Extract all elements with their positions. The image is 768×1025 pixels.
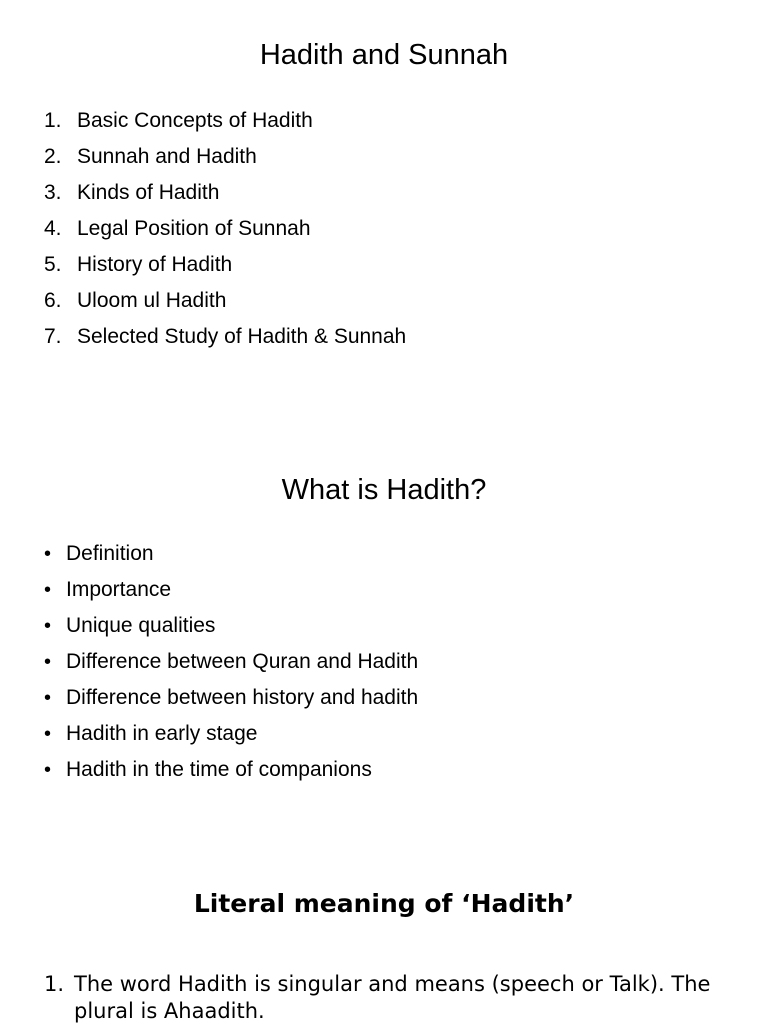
list-item-text: Uloom ul Hadith	[77, 289, 227, 312]
list-item-text: History of Hadith	[77, 253, 233, 276]
list-item-text: The word Hadith is singular and means (speech or Talk). The plural is Ahaadith.	[74, 972, 711, 1023]
list-item	[44, 683, 418, 719]
list-item	[44, 719, 418, 755]
list-item	[44, 286, 406, 322]
list-item	[44, 106, 406, 142]
list-item	[44, 214, 406, 250]
list-number: 7.	[44, 325, 62, 348]
list-item-text: Difference between Quran and Hadith	[66, 650, 419, 673]
list-item-text: Kinds of Hadith	[77, 181, 220, 204]
bullet-icon: •	[44, 687, 52, 709]
bullet-icon: •	[44, 579, 52, 601]
list-item	[44, 575, 418, 611]
list-item-text: Hadith in the time of companions	[66, 758, 372, 781]
list-number: 6.	[44, 289, 62, 312]
list-number: 2.	[44, 145, 62, 168]
bullet-icon: •	[44, 723, 52, 745]
list-item-text: Legal Position of Sunnah	[77, 217, 311, 240]
bullet-icon: •	[44, 651, 52, 673]
topics-numbered-list	[44, 106, 406, 358]
bullet-icon: •	[44, 543, 52, 565]
list-number: 4.	[44, 217, 62, 240]
list-item-text: Definition	[66, 542, 154, 565]
slide-title-literal-meaning: Literal meaning of ‘Hadith’	[193, 889, 575, 918]
list-item	[44, 755, 418, 791]
list-item	[44, 322, 406, 358]
list-item-text: Importance	[66, 578, 172, 601]
list-number: 3.	[44, 181, 62, 204]
list-item-text: Selected Study of Hadith & Sunnah	[77, 325, 407, 348]
list-item	[44, 178, 406, 214]
list-item	[44, 142, 406, 178]
bullet-icon: •	[44, 615, 52, 637]
list-item-text: Basic Concepts of Hadith	[77, 109, 313, 132]
list-item	[44, 647, 418, 683]
bullet-icon: •	[44, 759, 52, 781]
list-item	[44, 250, 406, 286]
list-number: 1.	[44, 972, 65, 996]
list-item-text: Unique qualities	[66, 614, 216, 637]
slide-title-what-is-hadith: What is Hadith?	[281, 474, 487, 506]
list-item	[44, 611, 418, 647]
list-item-text: Hadith in early stage	[66, 722, 258, 745]
list-item-text: Difference between history and hadith	[66, 686, 419, 709]
list-number: 1.	[44, 109, 62, 132]
list-item-text: Sunnah and Hadith	[77, 145, 257, 168]
topics-bullet-list	[44, 539, 418, 791]
list-item	[44, 539, 418, 575]
list-number: 5.	[44, 253, 62, 276]
slide-title-hadith-and-sunnah: Hadith and Sunnah	[259, 39, 509, 71]
literal-meaning-list	[44, 971, 724, 1025]
